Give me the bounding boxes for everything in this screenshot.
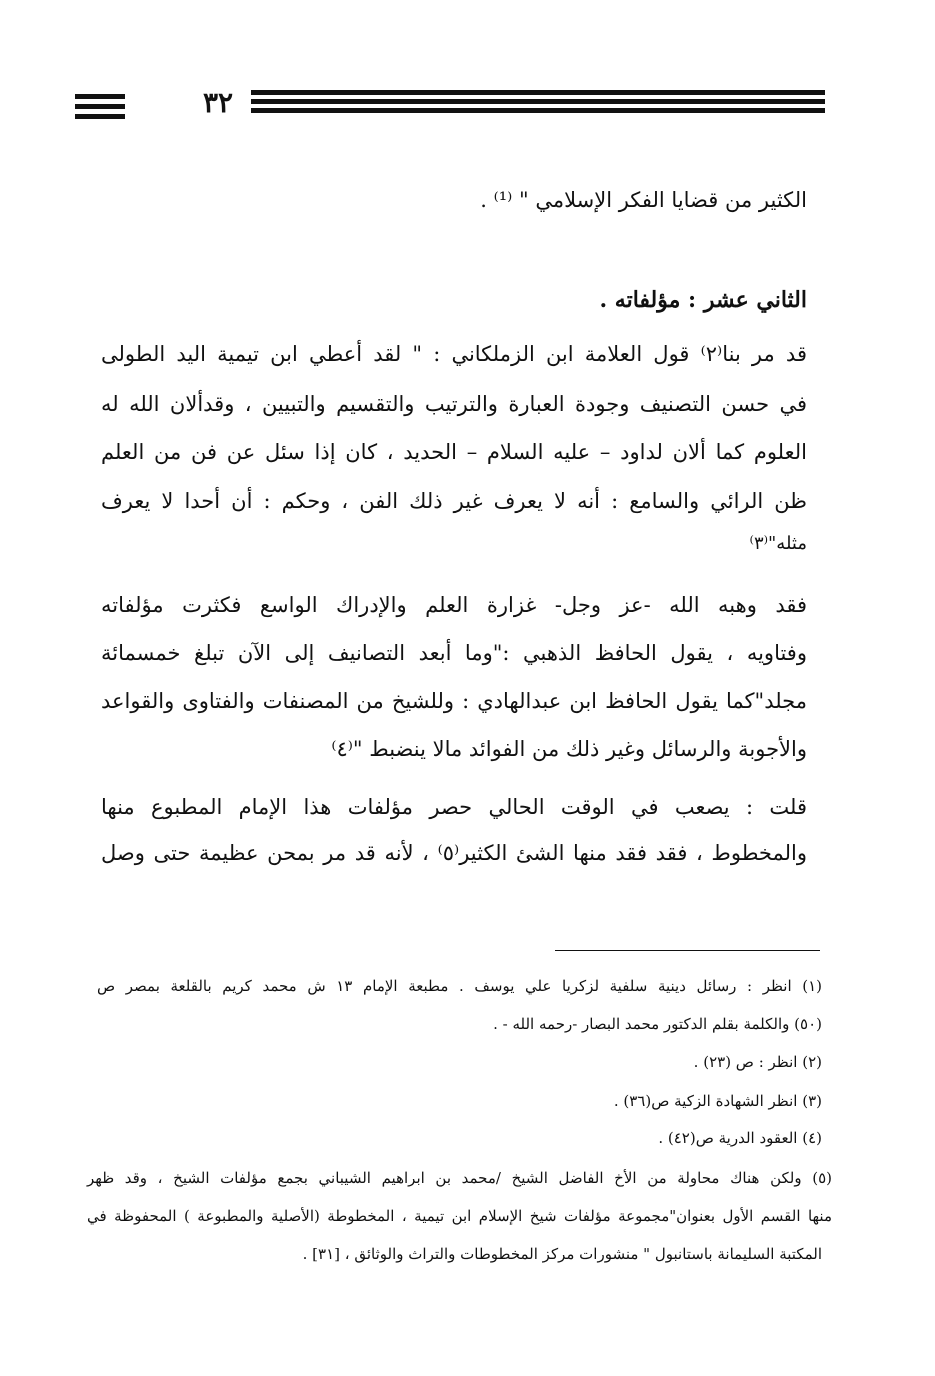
footnote-separator xyxy=(555,950,820,951)
footnote-line: (٣) انظر الشهادة الزكية ص(٣٦) . xyxy=(613,1092,822,1110)
section-heading: الثاني عشر : مؤلفاته . xyxy=(599,287,807,313)
page-header xyxy=(75,86,825,122)
paragraph2-line: وفتاويه ، يقول الحافظ الذهبي :"وما أبعد التصانيف إلى الآن تبلغ خمسمائة xyxy=(101,641,807,665)
paragraph1-line: قد مر بنا⁽٢⁾ قول العلامة ابن الزملكاني : " لقد أعطي ابن تيمية اليد الطولى xyxy=(101,342,807,366)
paragraph1-line: في حسن التصنيف وجودة العبارة والترتيب والتقسيم والتبيين ، وقدألان الله له xyxy=(101,392,807,416)
paragraph2-line: فقد وهبه الله -عز وجل- غزارة العلم والإدراك الواسع فكثرت مؤلفاته xyxy=(101,593,807,617)
footnote-line: (٥) ولكن هناك محاولة من الأخ الفاضل الشيخ /محمد بن ابراهيم الشيباني بجمع مؤلفات الشيخ ، وقد ظهر xyxy=(87,1169,832,1187)
footnote-line: (٤) العقود الدرية ص(٤٢) . xyxy=(658,1129,822,1147)
paragraph3-line: قلت : يصعب في الوقت الحالي حصر مؤلفات هذا الإمام المطبوع منها xyxy=(101,795,807,819)
paragraph3-line: والمخطوط ، فقد فقد منها الشئ الكثير⁽٥⁾ ، لأنه قد مر بمحن عظيمة حتى وصل xyxy=(101,841,807,865)
header-rule xyxy=(251,99,825,104)
paragraph1-line: مثله"⁽٣⁾ xyxy=(749,533,807,554)
intro-line: الكثير من قضايا الفكر الإسلامي " ⁽¹⁾ . xyxy=(480,188,807,212)
header-rule xyxy=(251,90,825,95)
footnote-line: (٢) انظر : ص (٢٣) . xyxy=(693,1053,822,1071)
header-rule xyxy=(251,108,825,113)
footnote-line: (١) انظر : رسائل دينية سلفية لزكريا علي يوسف . مطبعة الإمام ١٣ ش محمد كريم بالقلعة بمصر ص xyxy=(97,977,823,995)
header-rule xyxy=(75,94,125,99)
header-rule xyxy=(75,114,125,119)
paragraph1-line: ظن الرائي والسامع : أنه لا يعرف غير ذلك الفن ، وحكم : أن أحدا لا يعرف xyxy=(101,489,807,513)
paragraph2-line: مجلد"كما يقول الحافظ ابن عبدالهادي : وللشيخ من المصنفات والفتاوى والقواعد xyxy=(101,689,807,713)
paragraph1-line: العلوم كما ألان لداود – عليه السلام – الحديد ، كان إذا سئل عن فن من العلم xyxy=(101,440,807,464)
footnote-line: (٥٠) والكلمة بقلم الدكتور محمد البصار -رحمه الله - . xyxy=(493,1015,822,1033)
header-rule xyxy=(75,104,125,109)
footnote-line: المكتبة السليمانة باستانبول " منشورات مركز المخطوطات والتراث والوثائق ، [٣١] . xyxy=(302,1245,822,1263)
footnote-line: منها القسم الأول بعنوان"مجموعة مؤلفات شيخ الإسلام ابن تيمية ، المخطوطة (الأصلية والمطبوعة ) المحفوظة في xyxy=(87,1207,832,1225)
paragraph2-line: والأجوبة والرسائل وغير ذلك من الفوائد مالا ينضبط "⁽٤⁾ xyxy=(331,737,807,761)
page-number: ٣٢ xyxy=(202,86,234,119)
